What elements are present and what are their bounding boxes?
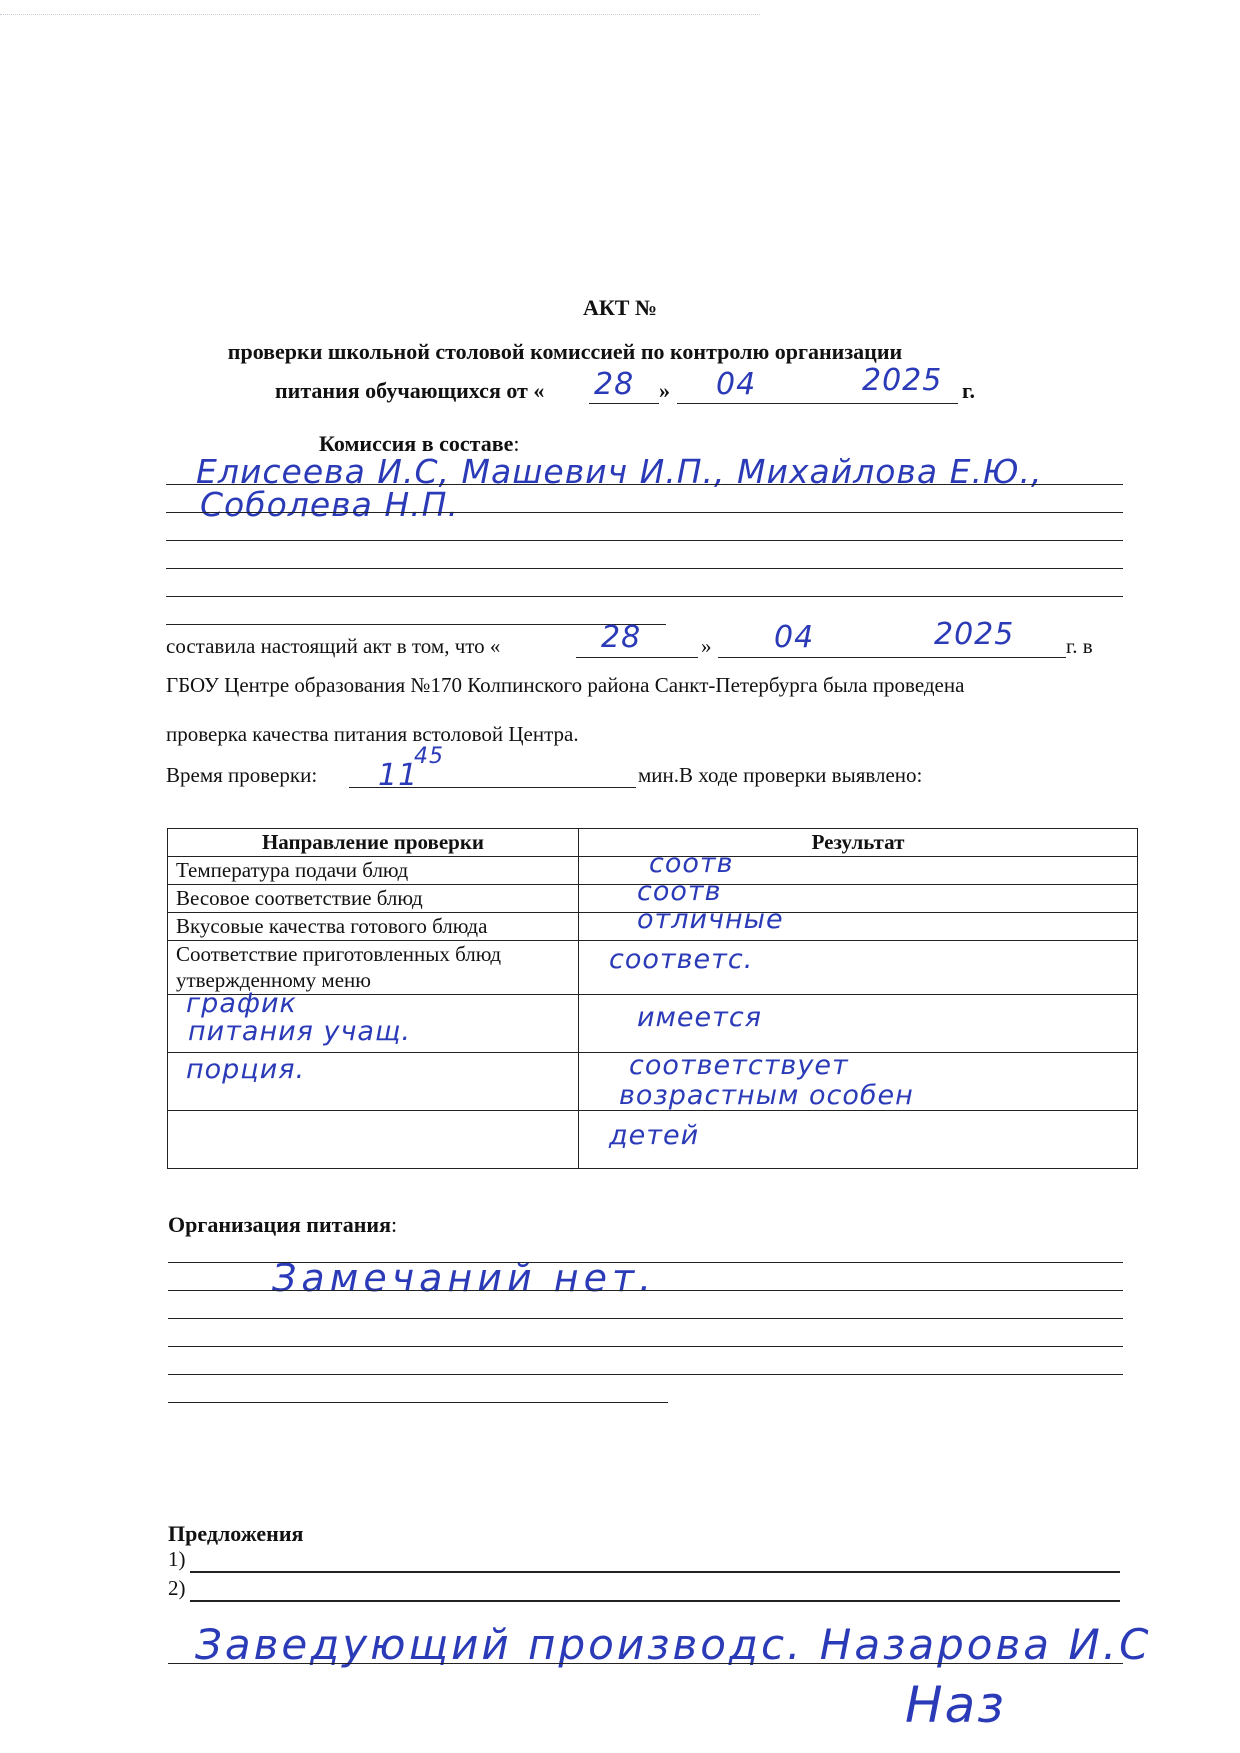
row-direction: Соответствие приготовленных блюд утвержденному меню xyxy=(168,941,579,995)
table-row xyxy=(168,941,1138,995)
row-result-cell xyxy=(579,1050,1138,1111)
row-result: соответс. xyxy=(609,944,754,975)
row-direction-cell xyxy=(168,1053,579,1111)
organization-line-1 xyxy=(168,1262,1123,1263)
date-year-value: 2025 xyxy=(862,363,943,398)
row-direction: Весовое соответствие блюд xyxy=(168,885,579,913)
act-month-value: 04 xyxy=(774,620,815,655)
proposal-item-1-label: 1) xyxy=(168,1547,186,1571)
act-year-value: 2025 xyxy=(934,617,1015,652)
act-day-value: 28 xyxy=(601,620,642,655)
table-row xyxy=(168,1053,1138,1111)
row-result-cell xyxy=(579,995,1138,1053)
date-suffix: г. xyxy=(962,378,976,403)
row-result-cell xyxy=(579,904,1138,941)
signature-text: Заведующий производс. Назарова И.С xyxy=(195,1620,1152,1669)
commission-members-2: Соболева Н.П. xyxy=(200,485,459,524)
row-direction-hw-2: питания учащ. xyxy=(188,1016,411,1047)
organization-line-6 xyxy=(168,1402,668,1403)
commission-members-1: Елисеева И.С, Машевич И.П., Михайлова Е.Ю., xyxy=(196,452,1043,491)
time-minute-value: 45 xyxy=(414,744,444,769)
act-suffix: г. в xyxy=(1066,634,1093,658)
organization-colon: : xyxy=(390,1212,398,1237)
table-row xyxy=(168,913,1138,941)
organization-line-3 xyxy=(168,1318,1123,1319)
signature-mark: Наз xyxy=(905,1676,1006,1734)
time-hour-value: 11 xyxy=(378,758,419,793)
row-direction-cell xyxy=(168,988,579,1053)
date-quote-close: » xyxy=(659,378,670,403)
commission-line-2 xyxy=(166,512,1123,513)
row-direction: Вкусовые качества готового блюда xyxy=(168,913,579,941)
row-result-2: возрастным особен xyxy=(619,1080,914,1111)
header-result: Результат xyxy=(579,829,1138,857)
organization-line-2 xyxy=(168,1290,1123,1291)
date-line-prefix: питания обучающихся от « xyxy=(275,378,545,403)
commission-line-6 xyxy=(166,624,666,625)
date-day-value: 28 xyxy=(594,367,635,402)
row-direction: Температура подачи блюд xyxy=(168,857,579,885)
act-prefix: составила настоящий акт в том, что « xyxy=(166,634,501,658)
organization-line-4 xyxy=(168,1346,1123,1347)
act-day-line xyxy=(576,657,698,658)
row-result: имеется xyxy=(637,1002,762,1033)
commission-line-3 xyxy=(166,540,1123,541)
signature-line xyxy=(168,1663,1123,1664)
proposal-item-1-line xyxy=(190,1571,1120,1573)
commission-colon: : xyxy=(513,431,520,456)
commission-label: Комиссия в составе xyxy=(319,431,514,456)
row-result-cell xyxy=(579,1111,1138,1169)
row-direction-empty xyxy=(168,1111,579,1169)
row-result: соотв xyxy=(649,848,734,879)
act-line-2: ГБОУ Центре образования №170 Колпинского района Санкт-Петербурга была проведена xyxy=(166,673,965,697)
proposal-item-2-label: 2) xyxy=(168,1576,186,1600)
organization-label: Организация питания xyxy=(168,1212,391,1237)
inspection-table xyxy=(167,828,1138,1169)
row-result-cell xyxy=(579,941,1138,995)
proposals-label: Предложения xyxy=(168,1521,304,1546)
organization-note: Замечаний нет. xyxy=(272,1256,657,1300)
table-row xyxy=(168,995,1138,1053)
row-result: детей xyxy=(609,1120,700,1151)
header-direction: Направление проверки xyxy=(168,829,579,857)
act-quote-close: » xyxy=(701,634,712,658)
row-direction-hw: порция. xyxy=(186,1054,306,1085)
row-result: отличные xyxy=(637,904,784,935)
organization-label-row xyxy=(168,1212,397,1238)
act-line-3: проверка качества питания встоловой Центра. xyxy=(166,722,579,746)
time-suffix: мин.В ходе проверки выявлено: xyxy=(638,763,923,787)
row-direction-hw-1: график xyxy=(186,988,297,1019)
commission-line-5 xyxy=(166,596,1123,597)
act-subtitle: проверки школьной столовой комиссией по контролю организации xyxy=(227,339,903,364)
act-title: АКТ № xyxy=(582,295,658,320)
act-month-year-line xyxy=(718,657,1066,658)
date-day-line xyxy=(589,403,659,404)
commission-line-4 xyxy=(166,568,1123,569)
scan-edge-line xyxy=(0,14,760,15)
date-month-value: 04 xyxy=(716,367,757,402)
organization-line-5 xyxy=(168,1374,1123,1375)
proposal-item-2-line xyxy=(190,1600,1120,1602)
table-row xyxy=(168,1111,1138,1169)
commission-line-1 xyxy=(166,484,1123,485)
row-result: соотв xyxy=(637,876,722,907)
date-month-year-line xyxy=(677,403,958,404)
row-result-1: соответствует xyxy=(629,1050,849,1081)
time-label: Время проверки: xyxy=(166,763,318,787)
